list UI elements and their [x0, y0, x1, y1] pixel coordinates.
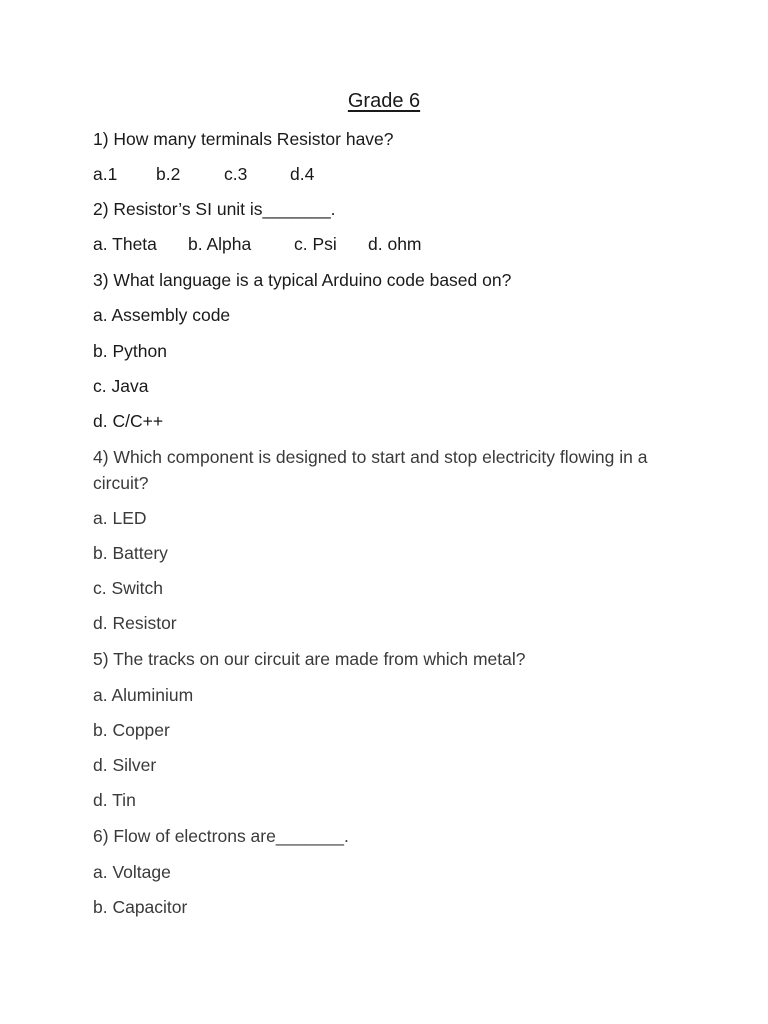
q5-option-a: a. Aluminium [93, 685, 194, 705]
q4-option-a: a. LED [93, 508, 147, 528]
q3-option-c: c. Java [93, 376, 149, 396]
q3-option-d: d. C/C++ [93, 411, 164, 431]
q3-option-b: b. Python [93, 341, 167, 361]
question-5: 5) The tracks on our circuit are made from which metal? [93, 649, 526, 669]
q6-option-a: a. Voltage [93, 862, 171, 882]
q4-option-b: b. Battery [93, 543, 168, 563]
q2-option-a: a. Theta [93, 234, 157, 254]
q2-option-c: c. Psi [294, 234, 337, 254]
q1-option-a: a.1 [93, 164, 118, 184]
q1-option-d: d.4 [290, 164, 315, 184]
q1-option-c: c.3 [224, 164, 248, 184]
question-2: 2) Resistor’s SI unit is_______. [93, 199, 336, 219]
q5-option-b: b. Copper [93, 720, 170, 740]
page-title: Grade 6 [347, 90, 421, 112]
q1-option-b: b.2 [156, 164, 181, 184]
q2-option-d: d. ohm [368, 234, 422, 254]
q5-option-d: d. Tin [93, 790, 136, 810]
q3-option-a: a. Assembly code [93, 305, 231, 325]
q5-option-c: d. Silver [93, 755, 157, 775]
q4-option-d: d. Resistor [93, 613, 177, 633]
q2-option-b: b. Alpha [188, 234, 252, 254]
q6-option-b: b. Capacitor [93, 897, 188, 917]
q4-option-c: c. Switch [93, 578, 164, 598]
question-3: 3) What language is a typical Arduino code based on? [93, 270, 512, 290]
question-4: 4) Which component is designed to start and stop electricity flowing in a circuit? [93, 447, 648, 493]
question-6: 6) Flow of electrons are_______. [93, 826, 349, 846]
question-1: 1) How many terminals Resistor have? [93, 129, 394, 149]
